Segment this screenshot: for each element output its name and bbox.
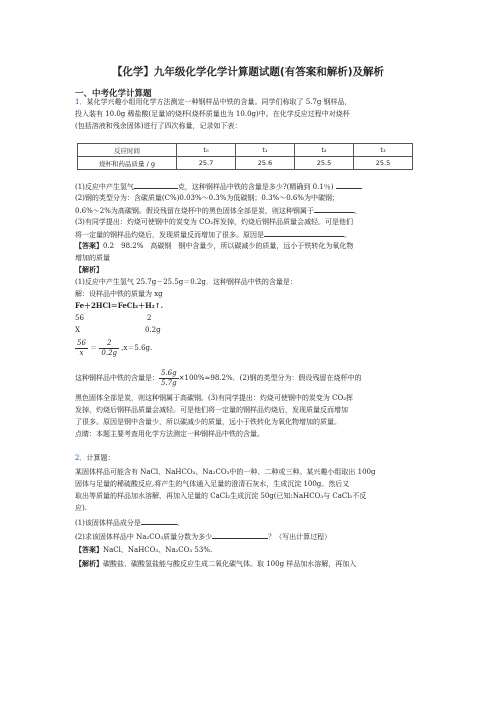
table-header-cell: t₀ (177, 144, 236, 157)
section-heading: 一、中考化学计算题 (75, 89, 152, 99)
q1-part-3: (3)有同学提出：灼烧可使钢中的炭变为 CO₂挥发掉，灼烧后钢样品质量会减轻。可是他们 (75, 218, 354, 226)
page-title: 【化学】九年级化学化学计算题试题(有答案和解析)及解析 (111, 66, 385, 78)
mass-row: X 0.2g (75, 326, 161, 334)
table-row (78, 157, 413, 170)
answer-blank (212, 530, 268, 539)
proportion-formula: $\frac{56}{x}$ ＝ $\frac{2}{0.2g}$ ,x＝5.6g. (77, 338, 153, 357)
solution-line-1: (1)反应中产生氢气 25.7g－25.5g＝0.2g．这种钢样品中铁的含量是： (75, 278, 297, 286)
analysis-tag: 【解析】 (75, 265, 103, 274)
q2-line-4: 应). (75, 504, 87, 512)
solution-line-8: 黑色固体全部是炭，则这种钢属于高碳钢。(3)有同学提出：灼烧可使钢中的炭变为 CO₂挥 (75, 394, 354, 402)
table-cell: 25.7 (177, 157, 236, 170)
q1-part-3-cont: 将一定量的钢样品灼烧后，发现质量反而增加了很多。原因是 。 (75, 228, 427, 241)
q2-line-2: 固体与足量的稀硫酸反应,将产生的气体通入足量的澄清石灰水，生成沉淀 100g。然后又 (75, 480, 350, 488)
q1-answer-cont: 增加的质量 (75, 254, 110, 262)
q1-answer: 【答案】0.2 98.2% 高碳钢 钢中含量少，所以碳减少的质量，远小于铁转化为氧化物 (75, 241, 354, 250)
table-cell: 25.5 (295, 157, 354, 170)
answer-tag: 【答案】 (75, 545, 103, 554)
iron-content-formula: 这种钢样品中铁的含量是： $\frac{5.6g}{5.7g}$ ×100%≈98.2%．(2)钢的类型分为：假设残留在烧杯中的 (75, 368, 362, 387)
answer-blank (134, 180, 178, 189)
fraction: $\frac{56}{x}$ (77, 338, 86, 357)
answer-blank (141, 516, 177, 525)
table-row (78, 144, 413, 157)
table-cell: 25.6 (236, 157, 295, 170)
q1-line-2: 投入装有 10.0g 稀盐酸(足量)的烧杯(烧杯质量也为 10.0g)中。在化学反应过程中对烧杯 (75, 110, 350, 118)
q1-line-3: (包括溶液和残余固体)进行了四次称量，记录如下表： (75, 122, 242, 130)
answer-blank (264, 228, 344, 237)
q1-number: 1． (75, 98, 87, 106)
q2-part-2: (2)求该固体样品中 Na₂CO₃质量分数为多少 ？（写出计算过程） (75, 530, 427, 543)
q2-answer: 【答案】NaCl、NaHCO₃、Na₂CO₃ 53%. (75, 545, 213, 554)
molar-mass-row: 56 2 (75, 314, 152, 322)
answer-tag: 【答案】 (75, 241, 103, 250)
q1-part-2: (2)钢的类型分为：含碳质量(C%)0.03%～0.3%为低碳钢；0.3%～0.6%为中碳钢； (75, 194, 339, 202)
table-cell: 烧杯和药品质量 / g (78, 157, 177, 170)
q2-line-3: 取出等质量的样品加水溶解，再加入足量的 CaCl₂生成沉淀 50g(已知:NaHCO₃与 CaCl₂不反 (75, 492, 367, 500)
key-point: 点睛：本题主要考查用化学方法测定一种钢样品中铁的含量。 (75, 430, 264, 438)
solution-line-10: 了很多。原因是钢中含量少，所以碳减少的质量，远小于铁转化为氧化物增加的质量。 (75, 418, 341, 426)
table-cell: 25.5 (354, 157, 413, 170)
answer-blank (336, 180, 362, 189)
q1-part-1: (1)反应中产生氢气 克，这种钢样品中铁的含量是多少?(精确到 0.1％) (75, 180, 427, 193)
answer-blank (314, 204, 354, 213)
q1-part-2-cont: 0.6%～2%为高碳钢。假设残留在烧杯中的黑色固体全部是炭，则这种钢属于 。 (75, 204, 427, 217)
q2-number: 2． (75, 454, 87, 462)
analysis-tag: 【解析】 (75, 559, 103, 568)
q2-part-1: (1)该固体样品成分是 。 (75, 516, 427, 529)
table-header-cell: t₂ (295, 144, 354, 157)
fraction: $\frac{5.6g}{5.7g}$ (161, 368, 177, 387)
solution-line-9: 发掉，灼烧后钢样品质量会减轻。可是他们将一定量的钢样品灼烧后，发现质量反而增加 (75, 406, 348, 414)
table-header-cell: 反应时间 (78, 144, 177, 157)
table-header-cell: t₃ (354, 144, 413, 157)
table-header-cell: t₁ (236, 144, 295, 157)
q2-heading: 2．计算题： (75, 454, 115, 462)
q2-line-1: 某固体样品可能含有 NaCl、NaHCO₃、Na₂CO₃中的一种、二种或三种。某兴趣小组取出 100g (75, 468, 376, 476)
chemical-equation: Fe＋2HCl＝FeCl₂＋H₂↑. (75, 301, 164, 310)
q2-analysis: 【解析】碳酸盐、碳酸氢盐能与酸反应生成二氧化碳气体。取 100g 样品加水溶解，再加入 (75, 559, 357, 568)
q1-line-1: 1．某化学兴趣小组用化学方法测定一种钢样品中铁的含量。同学们称取了 5.7g 钢样品， (75, 98, 352, 106)
fraction: $\frac{2}{0.2g}$ (101, 338, 118, 357)
weighing-table (77, 143, 413, 170)
solution-line-2: 解：设样品中铁的质量为 xg (75, 290, 163, 298)
